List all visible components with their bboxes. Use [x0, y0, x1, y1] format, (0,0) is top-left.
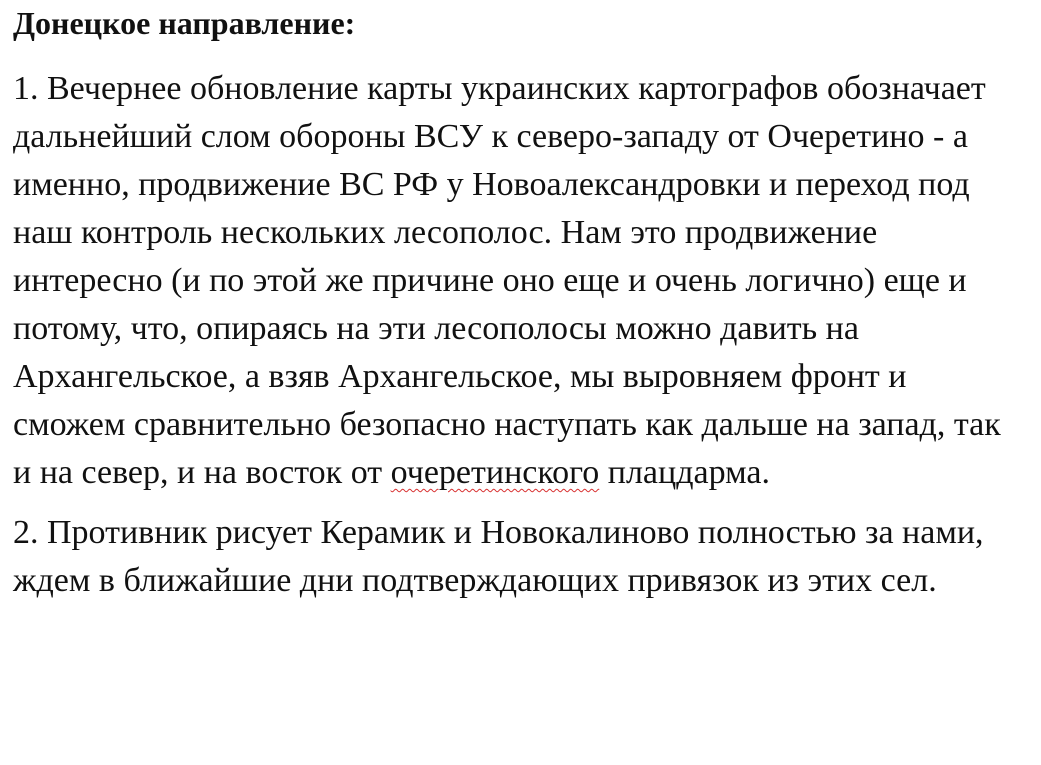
paragraph-2: 2. Противник рисует Керамик и Новокалиново полностью за нами, ждем в ближайшие дни подтверждающих привязок из этих сел. [13, 514, 984, 599]
paragraph-1-text: 1. Вечернее обновление карты украинских картографов обозначает дальнейший слом обороны ВСУ к северо-западу от Очеретино - а именно, продвижение ВС РФ у Новоалександровки и переход под наш контроль нескольких лесополос. Нам это продвижение интересно (и по этой же причине оно еще и очень логично) еще и потому, что, опираясь на эти лесополосы можно давить на Архангельское, а взяв Архангельское, мы выровняем фронт и сможем сравнительно безопасно наступать как дальше на запад, так и на север, и на восток от [13, 70, 1001, 491]
section-heading: Донецкое направление: [13, 5, 356, 41]
paragraph-1-ending: плацдарма. [599, 454, 770, 491]
paragraph-1 [13, 65, 1023, 497]
spellcheck-flagged-word[interactable]: очеретинского [390, 454, 600, 491]
document-body [13, 0, 1023, 605]
